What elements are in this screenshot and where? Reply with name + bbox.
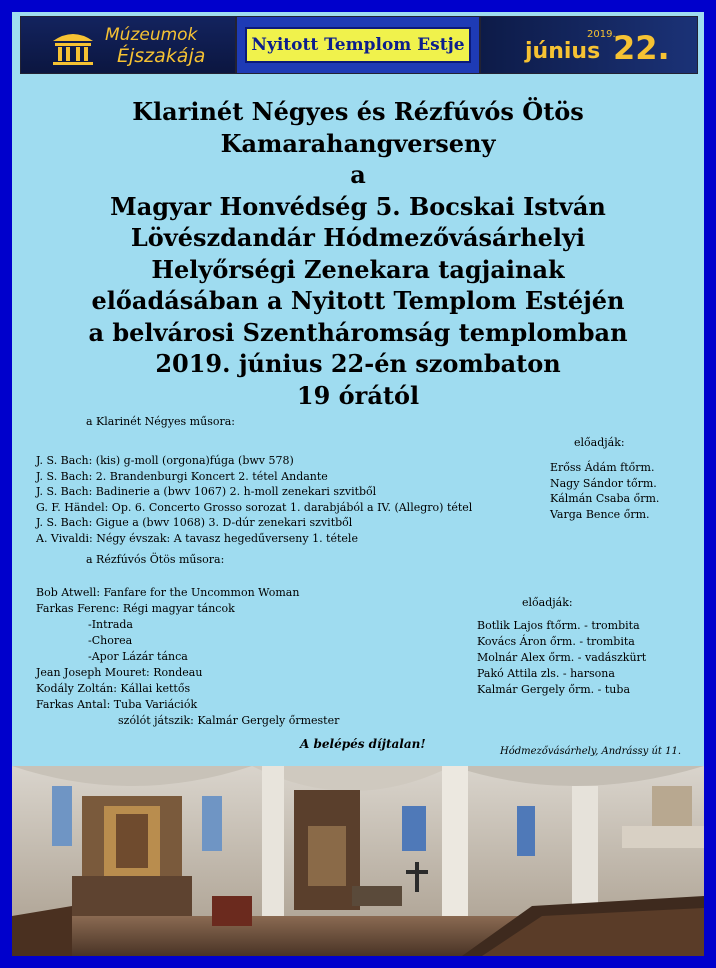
title-line: Lövészdandár Hódmezővásárhelyi	[130, 223, 586, 252]
program-item: G. F. Händel: Op. 6. Concerto Grosso sorozat 1. darabjából a IV. (Allegro) tétel	[36, 500, 473, 514]
performer: Kalmár Gergely őrm. - tuba	[477, 683, 630, 696]
program-item: Kodály Zoltán: Kállai kettős	[36, 682, 191, 695]
brass-program	[36, 585, 339, 729]
clarinet-performers	[550, 460, 659, 522]
soloist-note: szólót játszik: Kalmár Gergely őrmester	[118, 714, 340, 727]
title-line: 2019. június 22-én szombaton	[155, 349, 561, 378]
program-item: -Apor Lázár tánca	[88, 650, 188, 663]
performer: Botlik Lajos ftőrm. - trombita	[477, 619, 640, 632]
church-interior-photo	[12, 766, 704, 956]
program-item: J. S. Bach: Gigue a (bwv 1068) 3. D-dúr zenekari szvitből	[36, 516, 353, 529]
clarinet-performers-heading: előadják:	[574, 436, 625, 449]
clarinet-heading: a Klarinét Négyes műsora:	[86, 415, 235, 428]
title-line: Helyőrségi Zenekara tagjainak	[151, 254, 565, 284]
performer: Kálmán Csaba őrm.	[550, 492, 660, 505]
date-day: 22.	[613, 29, 670, 67]
event-title: Nyitott Templom Estje	[245, 27, 471, 63]
clarinet-program	[36, 453, 472, 546]
free-entry-notice: A belépés díjtalan!	[300, 737, 426, 751]
performer: Nagy Sándor tőrm.	[550, 476, 657, 490]
event-banner	[236, 16, 480, 74]
venue-address: Hódmezővásárhely, Andrássy út 11.	[500, 746, 681, 757]
performer: Molnár Alex őrm. - vadászkürt	[477, 651, 647, 664]
program-item: J. S. Bach: (kis) g-moll (orgona)fúga (bwv 578)	[36, 454, 294, 467]
title-line: előadásában a Nyitott Templom Estéjén	[91, 286, 625, 315]
performer: Erőss Ádám ftőrm.	[550, 461, 655, 474]
performer: Varga Bence őrm.	[550, 507, 650, 521]
main-title	[12, 96, 704, 411]
date-banner	[480, 16, 698, 74]
brass-performers	[477, 618, 646, 698]
performer: Kovács Áron őrm. - trombita	[477, 635, 635, 648]
date-month: június	[525, 39, 601, 64]
program-item: A. Vivaldi: Négy évszak: A tavasz hegedűverseny 1. tétele	[36, 531, 358, 545]
brass-heading: a Rézfúvós Ötös műsora:	[86, 553, 225, 566]
program-item: -Intrada	[88, 618, 133, 631]
program-item: Bob Atwell: Fanfare for the Uncommon Woman	[36, 586, 300, 599]
temple-icon	[49, 27, 97, 67]
title-line: Klarinét Négyes és Rézfúvós Ötös	[132, 97, 584, 126]
program-item: -Chorea	[88, 634, 133, 647]
logo-text-line2: Éjszakája	[117, 45, 206, 67]
program-item: J. S. Bach: Badinerie a (bwv 1067) 2. h-moll zenekari szvitből	[36, 485, 377, 498]
date-year: 2019.	[587, 29, 616, 40]
title-line: Magyar Honvédség 5. Bocskai István	[110, 191, 606, 221]
title-line: a	[350, 160, 366, 189]
logo-text-line1: Múzeumok	[105, 25, 198, 45]
program-item: Farkas Antal: Tuba Variációk	[36, 698, 198, 711]
performer: Pakó Attila zls. - harsona	[477, 667, 615, 680]
title-line: 19 órától	[296, 380, 420, 410]
poster	[12, 12, 704, 956]
program-item: Jean Joseph Mouret: Rondeau	[36, 666, 203, 679]
church-interior-image	[12, 766, 704, 956]
title-line: Kamarahangverseny	[220, 128, 496, 158]
title-line: a belvárosi Szentháromság templomban	[88, 317, 628, 347]
brass-performers-heading: előadják:	[522, 596, 573, 609]
program-item: Farkas Ferenc: Régi magyar táncok	[36, 602, 235, 615]
museum-night-logo	[20, 16, 236, 74]
program-item: J. S. Bach: 2. Brandenburgi Koncert 2. tétel Andante	[36, 469, 328, 483]
